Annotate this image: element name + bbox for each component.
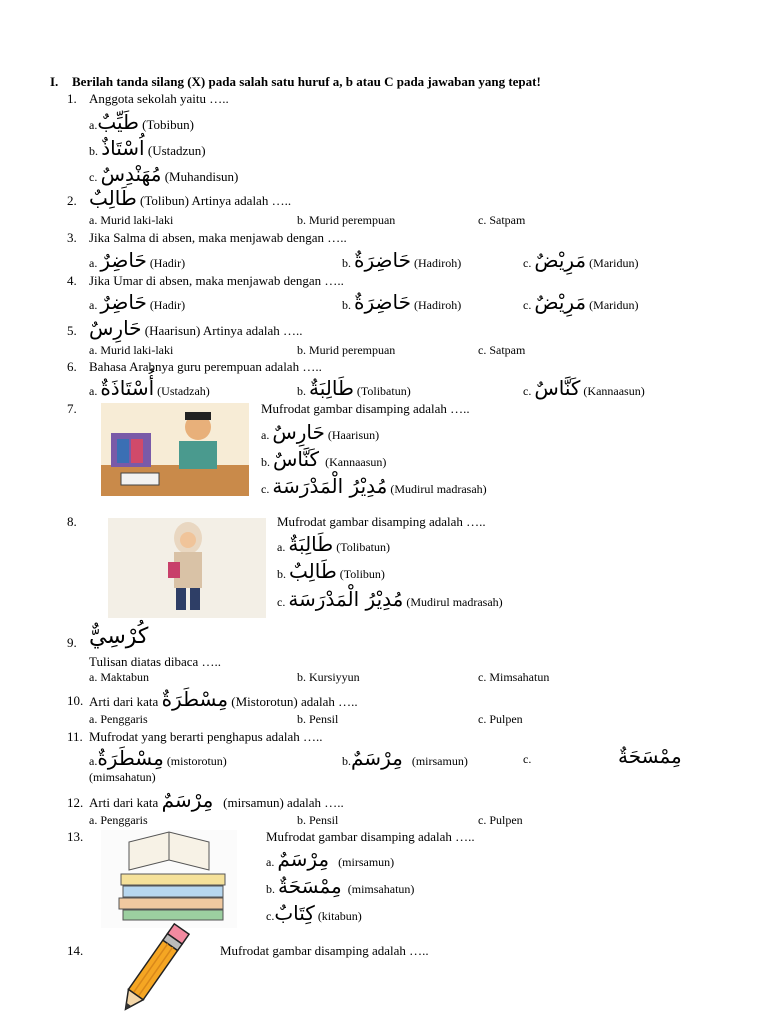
option-label: c. (478, 712, 487, 726)
option-label: c. (478, 343, 487, 357)
option-label: a. (266, 855, 275, 869)
latin-reading: (Hadiroh) (413, 298, 462, 312)
option-c[interactable] (277, 589, 503, 609)
latin-reading: (Kannaasun) (583, 384, 645, 398)
option-a[interactable] (89, 713, 148, 725)
option-text: Satpam (489, 343, 526, 357)
option-label: a. (89, 256, 98, 270)
question-number: 9. (67, 635, 77, 650)
latin-reading: (Muhandisun) (164, 169, 239, 184)
option-label: b. (342, 754, 351, 768)
option-label: a. (89, 754, 98, 768)
option-b[interactable] (277, 561, 385, 581)
girl-student-illustration (108, 518, 266, 618)
option-a[interactable] (89, 748, 227, 768)
option-label: c. (261, 482, 270, 496)
latin-reading: (Hadir) (149, 256, 186, 270)
option-c-label[interactable]: c. (523, 752, 532, 766)
latin-reading: (Maridun) (589, 256, 639, 270)
option-a[interactable] (89, 250, 185, 270)
latin-reading: (Ustadzah) (157, 384, 210, 398)
arabic-word-large (89, 626, 148, 648)
arabic-word: طَالِبَةٌ (309, 376, 354, 400)
latin-reading: (Tolibatun) (336, 540, 391, 554)
option-c[interactable] (523, 378, 645, 398)
arabic-word: اُسْتَاذٌ (101, 136, 145, 160)
option-text: Murid laki-laki (100, 213, 174, 227)
arabic-word: مِمْسَحَةٌ (618, 744, 682, 768)
option-c[interactable] (89, 164, 238, 184)
option-b[interactable] (342, 292, 461, 312)
option-b[interactable] (261, 449, 386, 469)
arabic-word: حَاضِرٌ (100, 248, 147, 272)
option-b[interactable] (297, 214, 395, 226)
question-text: Anggota sekolah yaitu ….. (89, 91, 229, 106)
option-c[interactable] (478, 344, 525, 356)
arabic-word: مِمْسَحَةٌ (278, 874, 342, 898)
option-a[interactable] (89, 112, 194, 132)
question-number: 6. (67, 359, 77, 374)
option-label: b. (277, 567, 286, 581)
option-label: b. (266, 882, 275, 896)
latin-reading: (Tolibun) (339, 567, 385, 581)
option-text: Penggaris (100, 712, 148, 726)
arabic-word: مُدِيْرُ الْمَدْرَسَة (288, 587, 404, 611)
arabic-word: حَارِسٌ (89, 316, 142, 340)
option-label: b. (297, 213, 306, 227)
option-c[interactable] (261, 476, 487, 496)
question-number: 5. (67, 323, 77, 338)
option-a[interactable] (266, 849, 394, 869)
question-text: Mufrodat gambar disamping adalah ….. (277, 514, 486, 529)
latin-reading: (Maridun) (589, 298, 639, 312)
option-a[interactable] (89, 344, 173, 356)
option-text: Pensil (309, 813, 339, 827)
option-text: Mimsahatun (489, 670, 550, 684)
option-b[interactable] (297, 378, 411, 398)
arabic-word: كِتَابٌ (274, 901, 315, 925)
question-prefix: Arti dari kata (89, 795, 159, 810)
option-a[interactable] (261, 422, 379, 442)
question-text: Mufrodat gambar disamping adalah ….. (261, 401, 470, 416)
question-text: Jika Umar di absen, maka menjawab dengan ….. (89, 273, 344, 288)
option-label: c. (277, 595, 286, 609)
option-label: b. (297, 712, 306, 726)
question-number: 1. (67, 91, 77, 106)
question-number: 11. (67, 729, 83, 744)
latin-reading: (Hadiroh) (413, 256, 462, 270)
arabic-word: كَنَّاسٌ (273, 447, 320, 471)
arabic-word: مِرْسَمٌ (277, 847, 330, 871)
option-label: a. (89, 343, 98, 357)
question-text: Tulisan diatas dibaca ….. (89, 654, 222, 669)
option-a[interactable] (89, 671, 149, 683)
latin-reading: (Haarisun) (327, 428, 380, 442)
question-text: Jika Salma di absen, maka menjawab dengan ….. (89, 230, 347, 245)
option-b[interactable] (297, 344, 395, 356)
option-label: b. (342, 298, 351, 312)
latin-reading: (mistorotun) (166, 754, 227, 768)
question-line (89, 689, 358, 709)
arabic-word: مِرْسَمٌ (351, 746, 403, 770)
arabic-word: مِسْطَرَةٌ (97, 746, 164, 770)
arabic-word: كُرْسِيٌّ (89, 624, 149, 649)
option-label: c. (478, 670, 487, 684)
option-b[interactable] (89, 138, 206, 158)
option-text: Kursiyyun (309, 670, 360, 684)
question-number: 2. (67, 193, 77, 208)
latin-reading: (Tobibun) (142, 117, 194, 132)
latin-reading: (Hadir) (149, 298, 186, 312)
arabic-word: كَنَّاسٌ (534, 376, 581, 400)
option-text: Pulpen (489, 813, 523, 827)
option-label: c. (266, 909, 275, 923)
arabic-word: مَرِيْضٌ (534, 290, 587, 314)
option-c-latin: (mimsahatun) (89, 770, 156, 784)
question-number: 13. (67, 829, 84, 844)
option-label: b. (89, 144, 98, 158)
question-number: 12. (67, 795, 84, 810)
option-c[interactable] (478, 214, 525, 226)
option-label: c. (523, 256, 532, 270)
question-line (89, 188, 291, 208)
latin-reading: (Tolibatun) (356, 384, 411, 398)
option-label: c. (478, 813, 487, 827)
option-c[interactable] (478, 814, 523, 826)
option-a[interactable] (89, 378, 210, 398)
option-label: b. (297, 813, 306, 827)
option-label: c. (89, 170, 98, 184)
option-text: Penggaris (100, 813, 148, 827)
question-text: Mufrodat gambar disamping adalah ….. (220, 943, 429, 958)
option-text: Murid perempuan (309, 343, 396, 357)
option-label: a. (277, 540, 286, 554)
option-c[interactable] (523, 292, 638, 312)
pencil-illustration (110, 918, 196, 1022)
question-text: (Haarisun) Artinya adalah ….. (144, 323, 303, 338)
option-text: Satpam (489, 213, 526, 227)
option-a[interactable] (89, 292, 185, 312)
option-b[interactable] (266, 876, 414, 896)
arabic-word: طَيِّبٌ (97, 110, 139, 134)
instruction-text: Berilah tanda silang (X) pada salah satu huruf a, b atau C pada jawaban yang tepat! (72, 74, 541, 89)
question-text: Mufrodat gambar disamping adalah ….. (266, 829, 475, 844)
arabic-word: مُهَنْدِسٌ (100, 162, 162, 186)
question-text: Bahasa Arabnya guru perempuan adalah ….. (89, 359, 322, 374)
arabic-word: أُسْتَاذَةٌ (100, 376, 155, 400)
option-label: a. (89, 298, 98, 312)
option-text: Pulpen (489, 712, 523, 726)
option-label: b. (297, 670, 306, 684)
option-text: Pensil (309, 712, 339, 726)
question-number: 10. (67, 693, 84, 708)
books-illustration (101, 830, 237, 928)
option-label: a. (89, 670, 98, 684)
option-b[interactable] (342, 250, 461, 270)
question-line (89, 318, 303, 338)
question-line (89, 790, 344, 810)
option-label: c. (523, 384, 532, 398)
question-number: 14. (67, 943, 84, 958)
option-a[interactable] (277, 534, 390, 554)
option-label: b. (342, 256, 351, 270)
option-text: Maktabun (100, 670, 149, 684)
option-label: c. (478, 213, 487, 227)
arabic-word: طَالِبَةٌ (288, 532, 334, 556)
latin-reading: (Mudirul madrasah) (406, 595, 503, 609)
option-label: c. (523, 298, 532, 312)
question-text: (Mistorotun) adalah ….. (231, 694, 358, 709)
latin-reading: (mirsamun) (411, 754, 468, 768)
option-c[interactable] (478, 713, 523, 725)
arabic-word: حَارِسٌ (272, 420, 325, 444)
question-number: 8. (67, 514, 77, 529)
latin-reading: (Ustadzun) (147, 143, 206, 158)
option-c-arabic (618, 746, 682, 766)
arabic-word: مَرِيْضٌ (534, 248, 587, 272)
option-label: a. (89, 712, 98, 726)
option-a[interactable] (89, 814, 148, 826)
option-text: Murid laki-laki (100, 343, 174, 357)
option-c[interactable] (478, 671, 549, 683)
question-number: 7. (67, 401, 77, 416)
option-b[interactable] (297, 671, 360, 683)
option-a[interactable] (89, 214, 173, 226)
latin-reading: (kitabun) (317, 909, 362, 923)
question-text: (Tolibun) Artinya adalah ….. (140, 193, 292, 208)
latin-reading: (mimsahatun) (347, 882, 415, 896)
arabic-word: مِرْسَمٌ (161, 788, 214, 812)
arabic-word: مِسْطَرَةٌ (161, 687, 229, 711)
option-label: b. (297, 384, 306, 398)
arabic-word: حَاضِرَةٌ (354, 290, 411, 314)
option-label: a. (89, 384, 98, 398)
arabic-word: حَاضِرٌ (100, 290, 147, 314)
option-label: a. (89, 813, 98, 827)
question-number: 4. (67, 273, 77, 288)
question-number: 3. (67, 230, 77, 245)
option-text: Murid perempuan (309, 213, 396, 227)
latin-reading: (Kannaasun) (325, 455, 387, 469)
latin-reading: (Mudirul madrasah) (390, 482, 487, 496)
principal-illustration (101, 403, 249, 496)
option-label: a. (89, 118, 98, 132)
latin-reading: (mirsamun) (338, 855, 395, 869)
arabic-word: مُدِيْرُ الْمَدْرَسَة (272, 474, 388, 498)
option-b[interactable] (342, 748, 468, 768)
option-c[interactable] (523, 250, 638, 270)
arabic-word: حَاضِرَةٌ (354, 248, 411, 272)
option-c[interactable] (266, 903, 362, 923)
option-label: a. (261, 428, 270, 442)
arabic-word: طَالِبٌ (289, 559, 337, 583)
question-prefix: Arti dari kata (89, 694, 159, 709)
question-text: (mirsamun) adalah ….. (223, 795, 344, 810)
option-label: b. (261, 455, 270, 469)
option-b[interactable] (297, 814, 338, 826)
option-label: a. (89, 213, 98, 227)
option-b[interactable] (297, 713, 338, 725)
question-text: Mufrodat yang berarti penghapus adalah ….. (89, 729, 323, 744)
arabic-word: طَالِبٌ (89, 186, 137, 210)
instruction-numeral: I. (50, 74, 59, 89)
option-label: b. (297, 343, 306, 357)
